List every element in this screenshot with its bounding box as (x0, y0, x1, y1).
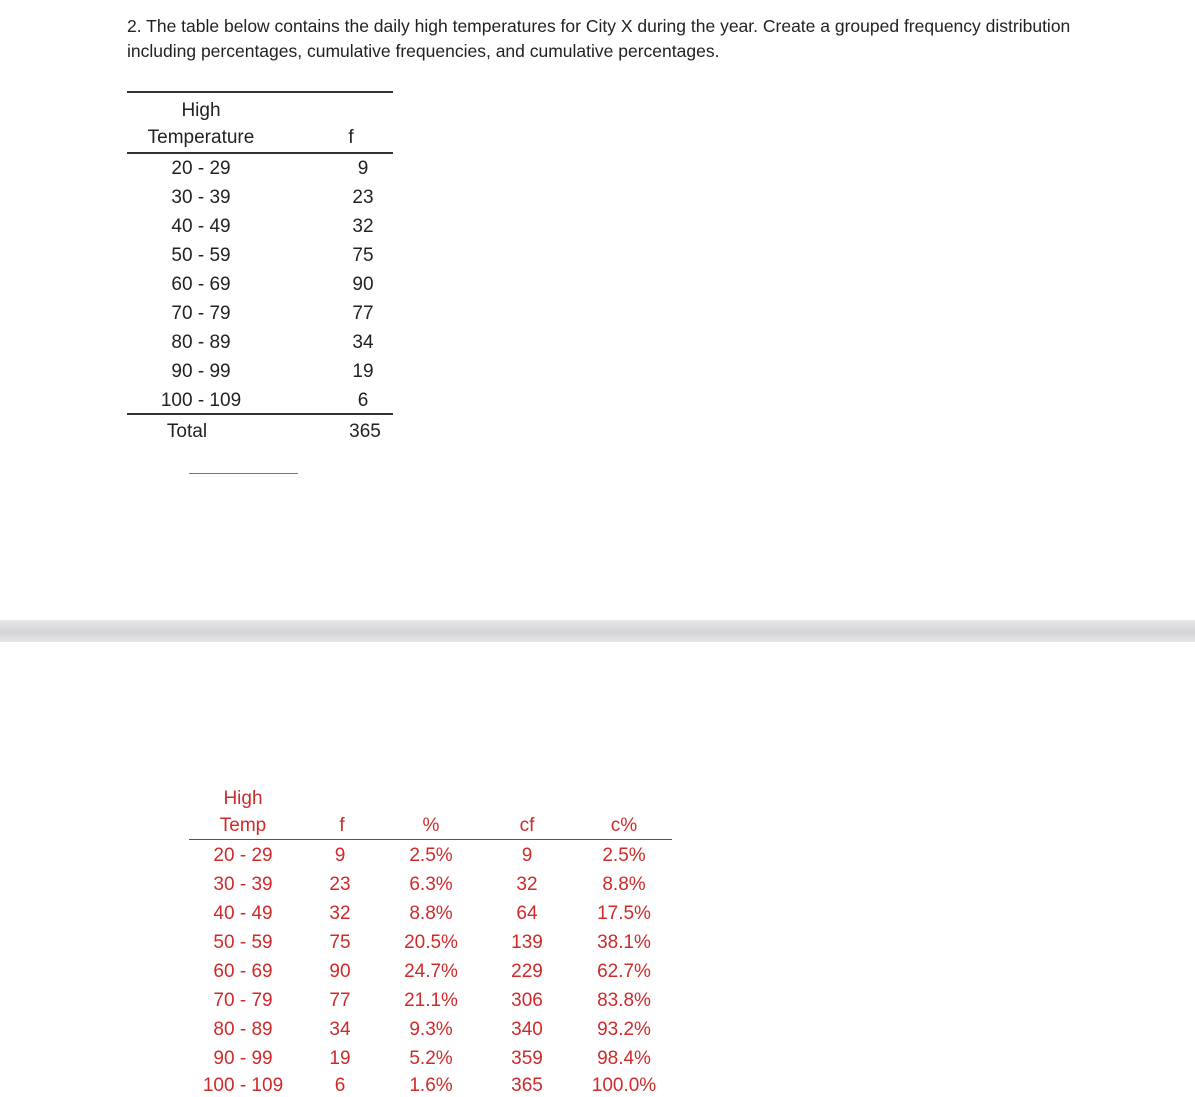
table-row-f: 23 (352, 187, 374, 208)
header-temperature: Temperature (147, 127, 255, 148)
total-value: 365 (349, 421, 381, 442)
header-f: f (339, 815, 345, 836)
table-row-percent: 5.2% (409, 1048, 453, 1069)
table-row-cf: 229 (511, 961, 543, 982)
table-row-cf: 139 (511, 932, 543, 953)
table-row-f: 75 (329, 932, 351, 953)
table-row-range: 80 - 89 (171, 332, 231, 353)
table-top-rule (127, 91, 393, 93)
table-row-f: 77 (352, 303, 374, 324)
table-row-f: 23 (329, 874, 351, 895)
table-row-cf: 9 (521, 845, 533, 866)
table-row-percent: 1.6% (409, 1075, 453, 1096)
table-row-cf: 64 (516, 903, 538, 924)
table-row-f: 34 (352, 332, 374, 353)
table-row-cpercent: 8.8% (602, 874, 646, 895)
table-row-percent: 2.5% (409, 845, 453, 866)
table-row-range: 90 - 99 (171, 361, 231, 382)
table-row-percent: 21.1% (404, 990, 458, 1011)
table-row-f: 19 (329, 1048, 351, 1069)
header-temp: Temp (219, 815, 267, 836)
table-row-cf: 365 (511, 1075, 543, 1096)
table-row-f: 6 (357, 390, 369, 411)
table-row-cpercent: 38.1% (597, 932, 651, 953)
table-row-f: 75 (352, 245, 374, 266)
page-break-divider (0, 620, 1195, 642)
table-row-cf: 32 (516, 874, 538, 895)
table-row-range: 20 - 29 (171, 158, 231, 179)
table-row-range: 100 - 109 (202, 1075, 284, 1096)
table-row-cpercent: 93.2% (597, 1019, 651, 1040)
table-row-range: 50 - 59 (171, 245, 231, 266)
table-row-cf: 340 (511, 1019, 543, 1040)
table-row-cpercent: 2.5% (602, 845, 646, 866)
table-row-range: 100 - 109 (160, 390, 242, 411)
table-row-f: 90 (329, 961, 351, 982)
table-row-cpercent: 98.4% (597, 1048, 651, 1069)
table-row-range: 40 - 49 (213, 903, 273, 924)
question-text: 2. The table below contains the daily high temperatures for City X during the year. Create a grouped frequency distribution including percentages, cumulative frequencies, and cumulative percentages. (127, 16, 1071, 61)
header-rule (189, 839, 672, 840)
table-row-f: 9 (334, 845, 346, 866)
table-row-range: 70 - 79 (213, 990, 273, 1011)
table-row-f: 77 (329, 990, 351, 1011)
header-rule (127, 152, 393, 154)
table-row-cpercent: 100.0% (591, 1075, 657, 1096)
table-row-f: 6 (334, 1075, 346, 1096)
table-row-range: 50 - 59 (213, 932, 273, 953)
table-row-cf: 359 (511, 1048, 543, 1069)
table-row-f: 19 (352, 361, 374, 382)
table-row-range: 40 - 49 (171, 216, 231, 237)
header-high: High (181, 100, 221, 121)
table-row-range: 60 - 69 (213, 961, 273, 982)
table-row-range: 60 - 69 (171, 274, 231, 295)
total-rule (127, 413, 393, 415)
answer-blank-line (189, 473, 298, 474)
table-row-f: 32 (352, 216, 374, 237)
table-row-f: 9 (357, 158, 369, 179)
table-row-f: 34 (329, 1019, 351, 1040)
table-row-percent: 6.3% (409, 874, 453, 895)
table-row-range: 30 - 39 (213, 874, 273, 895)
table-row-cpercent: 17.5% (597, 903, 651, 924)
table-row-f: 32 (329, 903, 351, 924)
table-row-percent: 9.3% (409, 1019, 453, 1040)
table-row-range: 80 - 89 (213, 1019, 273, 1040)
table-row-cpercent: 62.7% (597, 961, 651, 982)
header-f: f (348, 127, 354, 148)
header-cpercent: c% (610, 815, 638, 836)
table-row-cf: 306 (511, 990, 543, 1011)
table-row-percent: 20.5% (404, 932, 458, 953)
header-cf: cf (519, 815, 535, 836)
table-row-percent: 24.7% (404, 961, 458, 982)
header-high: High (223, 788, 263, 809)
table-row-range: 20 - 29 (213, 845, 273, 866)
table-row-f: 90 (352, 274, 374, 295)
header-percent: % (422, 815, 440, 836)
total-label: Total (166, 421, 208, 442)
table-row-percent: 8.8% (409, 903, 453, 924)
table-row-cpercent: 83.8% (597, 990, 651, 1011)
table-row-range: 70 - 79 (171, 303, 231, 324)
table-row-range: 30 - 39 (171, 187, 231, 208)
table-row-range: 90 - 99 (213, 1048, 273, 1069)
